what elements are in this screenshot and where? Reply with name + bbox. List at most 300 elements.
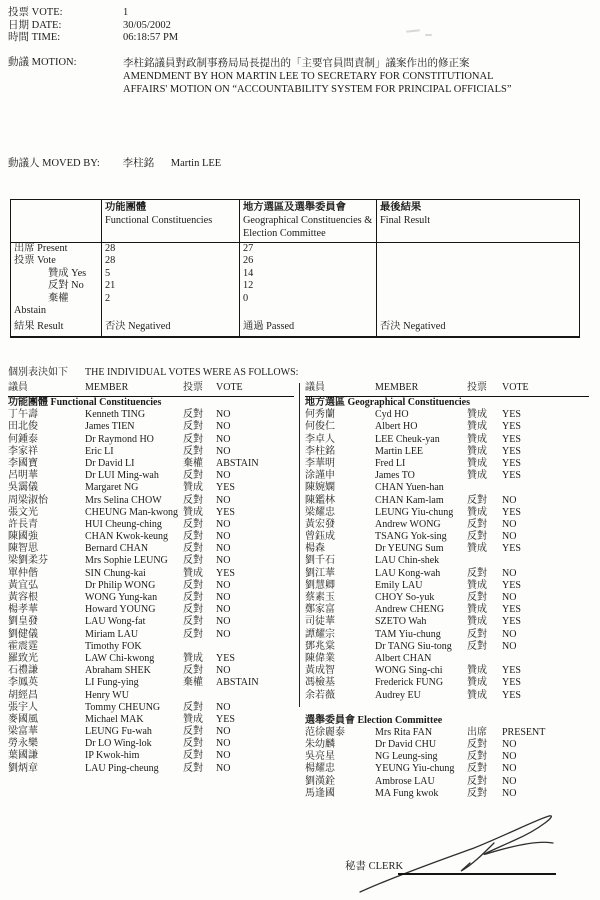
vote-row <box>8 482 294 494</box>
member-name-en: LEUNG Fu-wah <box>85 726 152 738</box>
member-name-en: Dr Philip WONG <box>85 579 156 591</box>
vote-value-zh: 反對 <box>467 751 487 763</box>
vote-value-en: NO <box>502 787 517 799</box>
member-name-zh: 石禮謙 <box>8 665 38 677</box>
motion-label: 動議 MOTION: <box>8 57 77 68</box>
vote-row <box>305 495 589 507</box>
vote-value-zh: 贊成 <box>467 506 487 518</box>
vote-value-zh: 贊成 <box>467 604 487 616</box>
motion-line-en2: AFFAIRS' MOTION ON “ACCOUNTABILITY SYSTEM FOR PRINCIPAL OFFICIALS” <box>123 84 512 95</box>
member-name-zh: 許長青 <box>8 518 38 530</box>
summary-row <box>11 243 579 255</box>
vote-value-en: YES <box>502 677 521 689</box>
member-name-zh: 梁劉柔芬 <box>8 555 48 567</box>
vote-value-zh <box>467 653 502 665</box>
summary-header-final-result <box>376 200 579 242</box>
member-name-zh: 葉國謙 <box>8 750 38 762</box>
vote-value-zh: 贊成 <box>467 445 487 457</box>
member-name-zh: 周梁淑怡 <box>8 494 48 506</box>
member-name-zh: 李卓人 <box>305 433 335 445</box>
vote-value-en: YES <box>502 506 521 518</box>
member-name-en: Emily LAU <box>375 579 423 591</box>
member-name-zh: 陳婉嫻 <box>305 482 335 494</box>
vote-header-en: VOTE <box>502 382 529 393</box>
motion-line-en1: AMENDMENT BY HON MARTIN LEE TO SECRETARY FOR CONSTITUTIONAL <box>123 71 494 82</box>
summary-gc-value: 0 <box>239 293 376 318</box>
member-name-zh: 羅致光 <box>8 652 38 664</box>
member-name-en: Dr David LI <box>85 457 135 469</box>
vote-row <box>8 531 294 543</box>
info-label: 投票 VOTE: <box>8 7 63 18</box>
vote-value-zh: 反對 <box>183 445 203 457</box>
functional-rows <box>8 409 294 775</box>
vote-row <box>305 641 589 653</box>
member-name-en: MA Fung kwok <box>375 787 439 799</box>
member-name-zh: 黃容根 <box>8 592 38 604</box>
member-name-zh: 鄧兆棠 <box>305 640 335 652</box>
vote-value-zh: 反對 <box>183 543 203 555</box>
vote-value-en: ABSTAIN <box>216 457 259 469</box>
vote-value-zh: 贊成 <box>467 409 487 421</box>
member-name-zh: 李鳳英 <box>8 677 38 689</box>
vote-value-en: NO <box>216 665 231 677</box>
member-name-en: Audrey EU <box>375 689 421 701</box>
gc-header-en1: Geographical Constituencies & <box>243 215 373 226</box>
member-name-en: Kenneth TING <box>85 409 146 421</box>
geographical-rows <box>305 409 589 702</box>
member-name-zh: 譚耀宗 <box>305 628 335 640</box>
member-name-en: Dr LUI Ming-wah <box>85 470 159 482</box>
vote-row <box>305 434 589 446</box>
vote-row <box>8 555 294 567</box>
info-label: 日期 DATE: <box>8 19 62 31</box>
member-name-zh: 黃宏發 <box>305 518 335 530</box>
info-label: 時間 TIME: <box>8 32 61 43</box>
vote-row <box>305 482 589 494</box>
scan-artifact <box>425 34 432 36</box>
vote-value-zh: 反對 <box>183 470 203 482</box>
member-name-zh: 何鍾泰 <box>8 433 38 445</box>
vote-value-en: YES <box>502 616 521 628</box>
summary-final-value <box>376 280 579 292</box>
summary-fc-value: 21 <box>101 280 239 292</box>
vote-row <box>305 507 589 519</box>
member-name-en: Abraham SHEK <box>85 665 151 677</box>
vote-value-en: YES <box>502 457 521 469</box>
vote-value-zh: 反對 <box>183 518 203 530</box>
member-name-zh: 陳智思 <box>8 543 38 555</box>
vote-row <box>8 738 294 750</box>
motion-block <box>8 57 568 96</box>
info-row <box>8 20 438 33</box>
member-name-zh: 楊森 <box>305 543 325 555</box>
vote-value-zh: 贊成 <box>183 567 203 579</box>
summary-fc-value: 2 <box>101 293 239 318</box>
member-name-en: HUI Cheung-ching <box>85 518 162 530</box>
vote-value-en: YES <box>216 567 235 579</box>
vote-value-en: NO <box>502 751 517 763</box>
member-name-zh: 劉漢銓 <box>305 775 335 787</box>
vote-value-en: ABSTAIN <box>216 677 259 689</box>
vote-value-zh: 贊成 <box>467 579 487 591</box>
member-name-zh: 梁耀忠 <box>305 506 335 518</box>
vote-value-en: YES <box>502 470 521 482</box>
vote-value-en: NO <box>216 701 231 713</box>
summary-row-label-cell <box>11 293 101 318</box>
vote-value-en: YES <box>502 579 521 591</box>
member-name-en: TAM Yiu-chung <box>375 628 441 640</box>
vote-value-en: NO <box>216 762 231 774</box>
summary-row-label-cell <box>11 255 101 267</box>
vote-value-zh: 反對 <box>183 579 203 591</box>
summary-row <box>11 317 579 335</box>
vote-value-en: YES <box>216 482 235 494</box>
vote-row <box>8 519 294 531</box>
member-name-zh: 劉江華 <box>305 567 335 579</box>
member-name-en: Dr LO Wing-lok <box>85 738 152 750</box>
vote-value-zh: 反對 <box>183 555 203 567</box>
election-committee-rows <box>305 727 589 800</box>
member-name-en: LAU Kong-wah <box>375 567 441 579</box>
summary-row <box>11 255 579 267</box>
section-title-functional: 功能團體 Functional Constituencies <box>8 397 162 408</box>
vote-header-zh: 投票 <box>183 382 203 393</box>
member-name-zh: 范徐麗泰 <box>305 726 345 738</box>
vote-row <box>8 568 294 580</box>
member-name-zh: 勞永樂 <box>8 738 38 750</box>
summary-header-empty <box>11 200 101 242</box>
member-name-zh: 麥國風 <box>8 713 38 725</box>
vote-value-zh: 反對 <box>183 701 203 713</box>
summary-gc-value: 14 <box>239 268 376 280</box>
member-name-zh: 蔡素玉 <box>305 592 335 604</box>
vote-value-zh <box>183 641 216 653</box>
mover-name-zh: 李柱銘 <box>122 158 155 169</box>
member-name-zh: 朱幼麟 <box>305 739 335 751</box>
clerk-signature <box>352 810 567 898</box>
member-name-en: LI Fung-ying <box>85 677 139 689</box>
member-name-zh: 鄭家富 <box>305 604 335 616</box>
vote-value-zh: 反對 <box>467 628 487 640</box>
votes-table-functional <box>8 382 294 775</box>
vote-value-en: NO <box>502 592 517 604</box>
gc-header-zh: 地方選區及選舉委員會 <box>243 202 346 213</box>
vote-row <box>8 409 294 421</box>
vote-value-zh: 反對 <box>183 421 203 433</box>
vote-value-zh: 反對 <box>183 433 203 445</box>
summary-row <box>11 280 579 292</box>
vote-value-zh: 贊成 <box>467 689 487 701</box>
vote-value-zh: 贊成 <box>467 433 487 445</box>
member-name-zh: 馬逢國 <box>305 787 335 799</box>
member-name-zh: 楊耀忠 <box>305 763 335 775</box>
member-name-en: CHAN Kwok-keung <box>85 531 169 543</box>
vote-value-en: YES <box>216 713 235 725</box>
vote-value-zh: 反對 <box>467 494 487 506</box>
vote-value-zh: 反對 <box>467 567 487 579</box>
member-name-en: Albert HO <box>375 421 418 433</box>
votes-table-geographical-ec <box>305 382 589 800</box>
vote-value-zh <box>467 482 502 494</box>
member-name-zh: 楊孝華 <box>8 604 38 616</box>
member-name-en: Fred LI <box>375 457 406 469</box>
summary-final-value <box>376 243 579 255</box>
moved-by-label: 動議人 MOVED BY: <box>8 158 100 169</box>
vote-value-zh: 贊成 <box>183 482 203 494</box>
vote-row <box>305 458 589 470</box>
summary-final-value <box>376 268 579 280</box>
member-name-en: YEUNG Yiu-chung <box>375 763 455 775</box>
member-name-en: Andrew CHENG <box>375 604 445 616</box>
member-name-en: LEE Cheuk-yan <box>375 433 440 445</box>
member-name-en: CHEUNG Man-kwong <box>85 506 179 518</box>
info-row <box>8 7 438 20</box>
member-name-en: CHAN Kam-lam <box>375 494 444 506</box>
info-value: 06:18:57 PM <box>123 32 179 43</box>
summary-row-label-cell <box>11 317 101 335</box>
vote-value-zh: 反對 <box>183 762 203 774</box>
vote-value-zh: 反對 <box>183 592 203 604</box>
individual-votes-title-zh: 個別表決如下 <box>8 367 68 378</box>
vote-value-en: YES <box>502 604 521 616</box>
vote-value-zh <box>467 555 502 567</box>
vote-row <box>8 616 294 628</box>
vote-value-en: YES <box>502 409 521 421</box>
member-name-en: WONG Sing-chi <box>375 665 443 677</box>
member-name-en: Timothy FOK <box>85 640 142 652</box>
vote-header-en: VOTE <box>216 382 243 393</box>
member-name-zh: 馮檢基 <box>305 677 335 689</box>
vote-value-zh: 贊成 <box>183 652 203 664</box>
vote-value-en: NO <box>216 470 231 482</box>
vote-value-zh: 贊成 <box>467 543 487 555</box>
summary-table <box>10 199 580 338</box>
vote-row <box>305 531 589 543</box>
signature-line <box>398 873 556 875</box>
summary-fc-value: 28 <box>101 255 239 267</box>
vote-row <box>305 604 589 616</box>
member-name-zh: 李國寶 <box>8 457 38 469</box>
vote-value-en: NO <box>216 543 231 555</box>
column-divider-line <box>299 383 300 707</box>
member-name-en: TSANG Yok-sing <box>375 531 447 543</box>
vote-value-zh: 反對 <box>183 531 203 543</box>
member-header-zh: 議員 <box>8 382 28 393</box>
vote-value-zh: 出席 <box>467 726 487 738</box>
summary-final-value <box>376 255 579 267</box>
vote-row <box>8 702 294 714</box>
individual-votes-title <box>8 367 568 380</box>
vote-value-en: NO <box>216 738 231 750</box>
vote-value-en: NO <box>502 640 517 652</box>
vote-row <box>8 653 294 665</box>
vote-value-en: NO <box>216 531 231 543</box>
vote-value-zh: 贊成 <box>183 713 203 725</box>
member-name-en: LAU Wong-fat <box>85 616 146 628</box>
vote-value-zh: 反對 <box>467 787 487 799</box>
mover-name-en: Martin LEE <box>170 158 222 169</box>
member-name-en: Mrs Rita FAN <box>375 726 433 738</box>
member-name-en: Bernard CHAN <box>85 543 149 555</box>
clerk-label: 秘書 CLERK <box>345 861 404 872</box>
vote-row <box>305 665 589 677</box>
vote-value-en <box>216 690 294 702</box>
summary-row-label-cell <box>11 268 101 280</box>
member-name-zh: 張宇人 <box>8 701 38 713</box>
summary-row-label: 棄權 Abstain <box>14 292 69 317</box>
member-name-zh: 陳鑑林 <box>305 494 335 506</box>
member-name-zh: 陳國強 <box>8 531 38 543</box>
summary-row <box>11 268 579 280</box>
vote-value-zh: 反對 <box>467 531 487 543</box>
member-name-en: Dr YEUNG Sum <box>375 543 444 555</box>
member-header-en: MEMBER <box>85 382 129 393</box>
vote-row <box>8 726 294 738</box>
member-name-zh: 余若薇 <box>305 689 335 701</box>
vote-row <box>305 616 589 628</box>
vote-value-zh: 贊成 <box>467 616 487 628</box>
vote-row <box>8 470 294 482</box>
summary-row-label: 贊成 Yes <box>48 267 87 279</box>
vote-row <box>8 580 294 592</box>
vote-row <box>305 727 589 739</box>
vote-value-zh: 反對 <box>183 726 203 738</box>
vote-value-en: YES <box>216 652 235 664</box>
vote-value-en: NO <box>216 433 231 445</box>
member-name-en: WONG Yung-kan <box>85 592 158 604</box>
vote-value-zh: 反對 <box>183 494 203 506</box>
member-header-en: MEMBER <box>375 382 419 393</box>
vote-value-zh: 反對 <box>183 738 203 750</box>
vote-row <box>8 641 294 653</box>
vote-row <box>305 421 589 433</box>
summary-table-header <box>11 200 579 243</box>
member-name-zh: 霍震霆 <box>8 640 38 652</box>
member-name-en: Andrew WONG <box>375 518 441 530</box>
vote-row <box>305 690 589 702</box>
vote-value-en: NO <box>216 592 231 604</box>
fr-header-zh: 最後結果 <box>380 202 422 213</box>
vote-value-en: NO <box>502 518 517 530</box>
vote-row <box>8 543 294 555</box>
info-row <box>8 32 438 45</box>
fc-header-zh: 功能團體 <box>105 202 147 213</box>
vote-row <box>305 763 589 775</box>
summary-row <box>11 293 579 318</box>
vote-value-zh: 反對 <box>183 604 203 616</box>
vote-value-zh: 反對 <box>183 665 203 677</box>
vote-value-en: NO <box>502 531 517 543</box>
vote-row <box>305 592 589 604</box>
vote-row <box>8 421 294 433</box>
member-name-zh: 李華明 <box>305 457 335 469</box>
vote-value-zh: 棄權 <box>183 457 203 469</box>
vote-value-en: NO <box>216 445 231 457</box>
member-name-zh: 劉慧卿 <box>305 579 335 591</box>
vote-value-zh: 反對 <box>467 739 487 751</box>
vote-value-en: NO <box>216 579 231 591</box>
member-name-en: Tommy CHEUNG <box>85 701 161 713</box>
member-name-zh: 劉炳章 <box>8 762 38 774</box>
vote-value-en <box>216 641 294 653</box>
member-name-zh: 田北俊 <box>8 421 38 433</box>
member-name-en: CHAN Yuen-han <box>375 482 444 494</box>
vote-value-en: YES <box>502 433 521 445</box>
vote-row <box>8 434 294 446</box>
vote-value-en: YES <box>502 543 521 555</box>
vote-value-en <box>502 653 589 665</box>
vote-value-zh: 反對 <box>183 750 203 762</box>
member-name-zh: 呂明華 <box>8 470 38 482</box>
vote-value-en: NO <box>216 421 231 433</box>
vote-value-zh: 反對 <box>183 616 203 628</box>
vote-value-zh: 贊成 <box>467 665 487 677</box>
member-name-en: James TIEN <box>85 421 135 433</box>
vote-row <box>305 519 589 531</box>
member-name-en: Mrs Sophie LEUNG <box>85 555 168 567</box>
vote-value-zh: 贊成 <box>183 506 203 518</box>
summary-row-label: 投票 Vote <box>14 255 56 267</box>
vote-row <box>305 568 589 580</box>
vote-row <box>8 714 294 726</box>
vote-value-en: NO <box>502 628 517 640</box>
member-name-en: Michael MAK <box>85 713 144 725</box>
vote-value-zh: 反對 <box>467 763 487 775</box>
vote-row <box>305 555 589 567</box>
individual-votes-title-en: THE INDIVIDUAL VOTES WERE AS FOLLOWS: <box>85 367 299 378</box>
member-name-zh: 吳亮星 <box>305 751 335 763</box>
summary-row-label: 反對 No <box>48 280 84 292</box>
member-name-zh: 何秀蘭 <box>305 409 335 421</box>
vote-value-zh: 反對 <box>183 409 203 421</box>
member-name-zh: 單仲偕 <box>8 567 38 579</box>
summary-row-label-cell <box>11 280 101 292</box>
vote-value-en: NO <box>502 567 517 579</box>
member-header-zh: 議員 <box>305 382 325 393</box>
vote-row <box>8 495 294 507</box>
vote-row <box>305 653 589 665</box>
vote-row <box>305 739 589 751</box>
member-name-en: Howard YOUNG <box>85 604 156 616</box>
member-name-en: Mrs Selina CHOW <box>85 494 162 506</box>
summary-final-value: 否決 Negatived <box>376 317 579 335</box>
summary-header-functional <box>101 200 239 242</box>
member-name-en: Frederick FUNG <box>375 677 444 689</box>
vote-value-en: NO <box>502 775 517 787</box>
vote-row <box>305 470 589 482</box>
vote-value-en: NO <box>216 604 231 616</box>
vote-value-zh: 贊成 <box>467 677 487 689</box>
member-name-en: Albert CHAN <box>375 652 432 664</box>
member-name-zh: 劉皇發 <box>8 616 38 628</box>
member-name-en: NG Leung-sing <box>375 751 438 763</box>
vote-value-en: NO <box>502 494 517 506</box>
vote-row <box>305 629 589 641</box>
summary-row-label: 出席 Present <box>14 243 68 254</box>
vote-value-en: NO <box>502 739 517 751</box>
vote-info-block <box>8 7 438 45</box>
vote-row <box>8 677 294 689</box>
vote-value-en: PRESENT <box>502 726 546 738</box>
member-name-en: LEUNG Yiu-chung <box>375 506 454 518</box>
member-name-zh: 陳偉業 <box>305 652 335 664</box>
votes-column-headers <box>305 382 589 397</box>
member-name-en: Dr David CHU <box>375 739 437 751</box>
vote-row <box>305 776 589 788</box>
summary-row-label: 結果 Result <box>14 321 64 333</box>
vote-value-zh: 贊成 <box>467 421 487 433</box>
moved-by-block <box>8 158 221 171</box>
